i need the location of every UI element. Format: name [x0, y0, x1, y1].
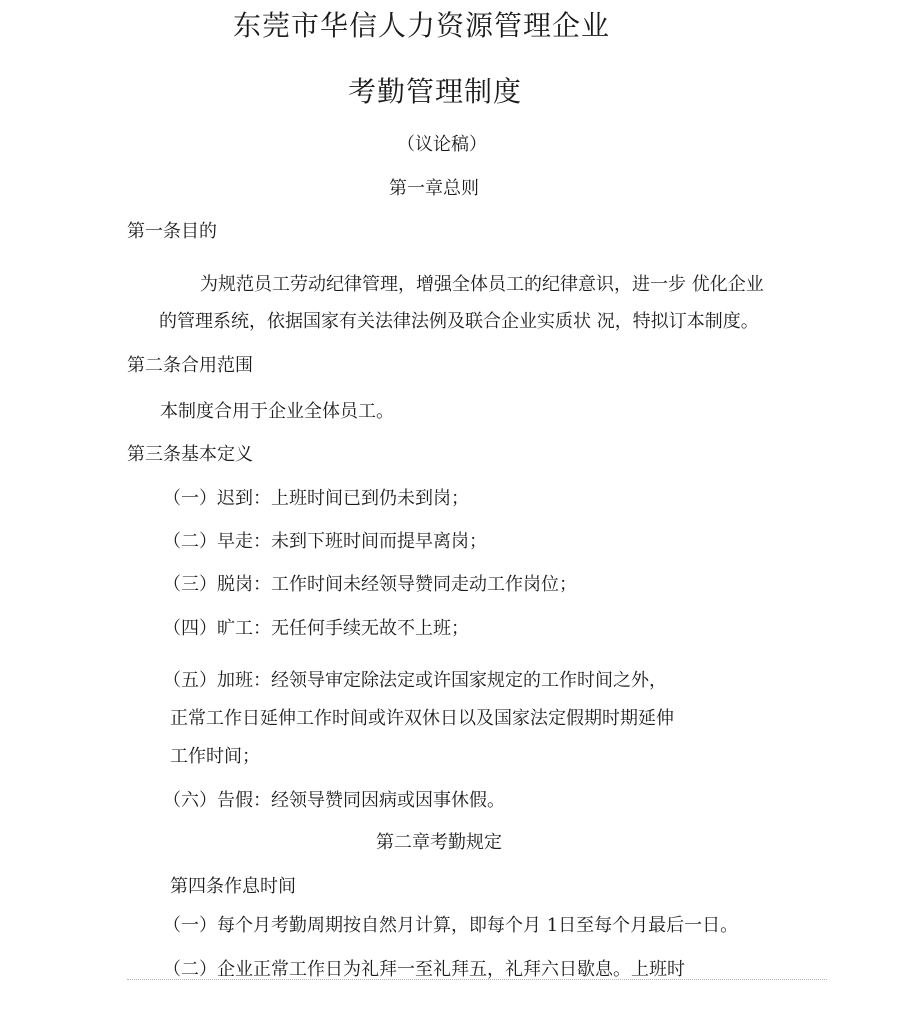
article-heading: 第四条作息时间 [170, 876, 296, 897]
definition-item-continued: 正常工作日延伸工作时间或许双休日以及国家法定假期时期延伸 [170, 708, 674, 729]
definition-item: （四）旷工：无任何手续无故不上班； [163, 618, 469, 639]
schedule-item: （一）每个月考勤周期按自然月计算，即每个月 1日至每个月最后一日。 [163, 915, 739, 936]
schedule-item: （二）企业正常工作日为礼拜一至礼拜五，礼拜六日歇息。上班时 [163, 959, 685, 980]
article-heading: 第二条合用范围 [127, 355, 253, 376]
chapter-heading: 第一章总则 [389, 178, 479, 199]
definition-item: （三）脱岗：工作时间未经领导赞同走动工作岗位； [163, 574, 577, 595]
paragraph-line: 为规范员工劳动纪律管理，增强全体员工的纪律意识，进一步 优化企业 [200, 274, 764, 295]
definition-item: （一）迟到：上班时间已到仍未到岗； [163, 488, 469, 509]
paragraph-line: 的管理系统，依据国家有关法律法例及联合企业实质状 况，特拟订本制度。 [159, 311, 759, 332]
article-heading: 第三条基本定义 [127, 444, 253, 465]
definition-item: （二）早走：未到下班时间而提早离岗； [163, 531, 487, 552]
document-subtitle: 考勤管理制度 [348, 75, 523, 108]
draft-note: （议论稿） [397, 134, 487, 155]
paragraph-line: 本制度合用于企业全体员工。 [160, 401, 394, 422]
definition-item: （五）加班：经领导审定除法定或许国家规定的工作时间之外， [163, 670, 667, 691]
definition-item-continued: 工作时间； [170, 746, 260, 767]
page-footer-divider [127, 979, 827, 980]
article-heading: 第一条目的 [127, 221, 217, 242]
definition-item: （六）告假：经领导赞同因病或因事休假。 [163, 790, 505, 811]
chapter-heading: 第二章考勤规定 [376, 832, 502, 853]
document-title: 东莞市华信人力资源管理企业 [233, 9, 611, 42]
